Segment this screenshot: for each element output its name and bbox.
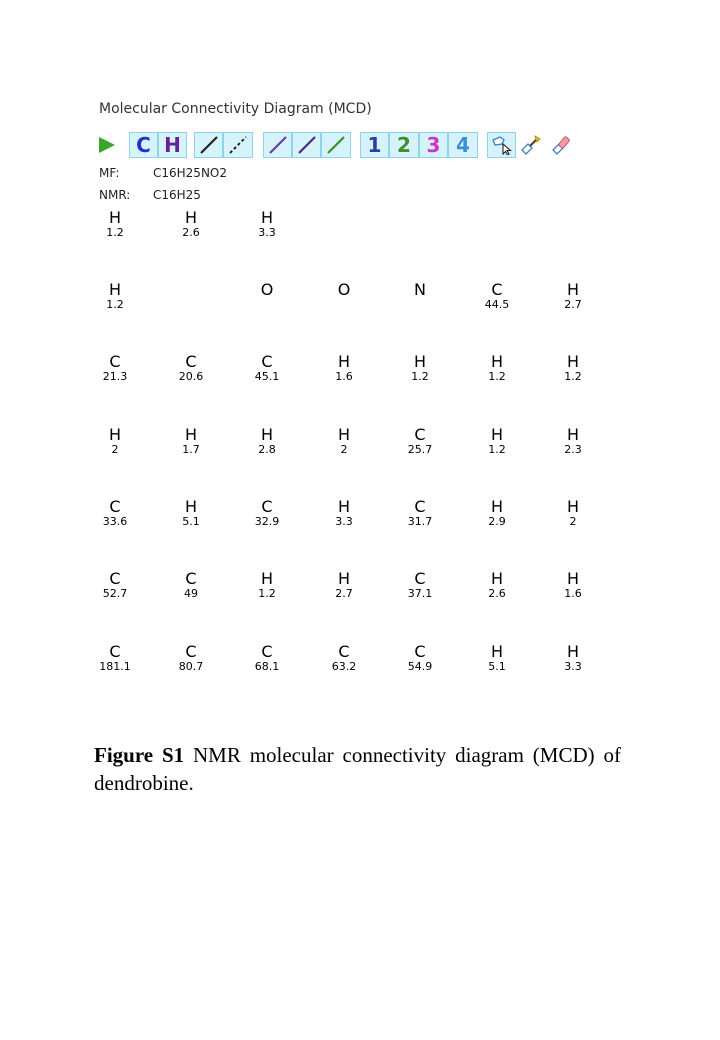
- atom-symbol: C: [109, 497, 121, 516]
- atom-symbol: H: [108, 208, 122, 227]
- line-dark-purple-icon: [297, 135, 317, 155]
- chemical-shift: 52.7: [102, 587, 128, 600]
- number-3-label: 3: [426, 133, 441, 157]
- number-4-label: 4: [456, 133, 470, 157]
- atom-symbol: H: [490, 642, 504, 661]
- atom-node[interactable]: [309, 644, 379, 672]
- chemical-shift: 1.2: [488, 443, 506, 456]
- figure-label: Figure S1: [94, 743, 185, 767]
- atom-node[interactable]: [232, 571, 302, 599]
- atom-node[interactable]: [462, 644, 532, 672]
- chemical-shift: 5.1: [488, 660, 506, 673]
- bond-type-1-button[interactable]: [263, 132, 292, 158]
- chemical-shift: 63.2: [331, 660, 357, 673]
- atom-symbol: H: [184, 208, 198, 227]
- chemical-shift: 3.3: [335, 515, 353, 528]
- atom-symbol: H: [566, 425, 580, 444]
- atom-node[interactable]: [462, 499, 532, 527]
- chemical-shift: 2.6: [182, 226, 200, 239]
- atom-node[interactable]: [232, 354, 302, 382]
- atom-node[interactable]: [80, 354, 150, 382]
- atom-node[interactable]: [385, 499, 455, 527]
- atom-symbol: H: [490, 569, 504, 588]
- wand-icon: [519, 134, 541, 156]
- atom-node[interactable]: [309, 499, 379, 527]
- hydrogen-button-label: H: [164, 133, 181, 157]
- bond-type-3-button[interactable]: [321, 132, 351, 158]
- atom-node[interactable]: [309, 354, 379, 382]
- figure-caption: [94, 741, 621, 797]
- atom-node[interactable]: [538, 282, 608, 310]
- atom-symbol: H: [490, 425, 504, 444]
- atom-symbol: H: [108, 280, 122, 299]
- atom-symbol: H: [184, 425, 198, 444]
- chemical-shift: 68.1: [254, 660, 280, 673]
- eraser-button[interactable]: [547, 132, 575, 158]
- chemical-shift: 2.3: [564, 443, 582, 456]
- atom-node[interactable]: [538, 499, 608, 527]
- chemical-shift: 2: [111, 443, 119, 456]
- atom-node[interactable]: [385, 427, 455, 455]
- chemical-shift: 2.9: [488, 515, 506, 528]
- atom-symbol: H: [108, 425, 122, 444]
- chemical-shift: [385, 299, 455, 310]
- number-2-button[interactable]: [389, 132, 419, 158]
- atom-node[interactable]: [462, 571, 532, 599]
- chemical-shift: 80.7: [178, 660, 204, 673]
- atom-symbol: C: [109, 352, 121, 371]
- chemical-shift: 3.3: [258, 226, 276, 239]
- chemical-shift: 2.7: [335, 587, 353, 600]
- solid-bond-button[interactable]: [194, 132, 223, 158]
- atom-node[interactable]: [462, 354, 532, 382]
- atom-symbol: C: [109, 569, 121, 588]
- atom-node[interactable]: [385, 354, 455, 382]
- chemical-shift: 1.2: [488, 370, 506, 383]
- atom-symbol: C: [185, 569, 197, 588]
- atom-node[interactable]: [232, 427, 302, 455]
- number-4-button[interactable]: [448, 132, 478, 158]
- atom-symbol: H: [337, 352, 351, 371]
- hydrogen-button[interactable]: [158, 132, 187, 158]
- atom-symbol: C: [414, 425, 426, 444]
- atom-symbol: H: [260, 569, 274, 588]
- atom-node[interactable]: [156, 644, 226, 672]
- chemical-shift: 45.1: [254, 370, 280, 383]
- atom-symbol: C: [185, 642, 197, 661]
- chemical-shift: 1.2: [258, 587, 276, 600]
- atom-node[interactable]: [538, 427, 608, 455]
- atom-node[interactable]: [385, 571, 455, 599]
- atom-symbol: H: [490, 497, 504, 516]
- atom-node[interactable]: [232, 210, 302, 238]
- chemical-shift: 37.1: [407, 587, 433, 600]
- chemical-shift: 2.6: [488, 587, 506, 600]
- carbon-button[interactable]: [129, 132, 158, 158]
- chemical-shift: 181.1: [99, 660, 131, 673]
- atom-node[interactable]: [80, 210, 150, 238]
- bond-type-2-button[interactable]: [292, 132, 321, 158]
- line-green-icon: [326, 135, 346, 155]
- play-button[interactable]: [96, 132, 118, 158]
- eraser-icon: [550, 134, 572, 156]
- atom-node[interactable]: [80, 427, 150, 455]
- solid-line-icon: [199, 135, 219, 155]
- chemical-shift: 20.6: [178, 370, 204, 383]
- chemical-shift: 1.6: [335, 370, 353, 383]
- chemical-shift: 49: [184, 587, 198, 600]
- atom-symbol: H: [184, 497, 198, 516]
- atom-node[interactable]: [80, 282, 150, 310]
- atom-symbol: C: [414, 569, 426, 588]
- atom-symbol: C: [414, 642, 426, 661]
- atom-node[interactable]: [156, 499, 226, 527]
- chemical-shift: 44.5: [484, 298, 510, 311]
- atom-symbol: H: [260, 425, 274, 444]
- toolbar: [96, 132, 576, 158]
- nmr-label: NMR:: [99, 188, 131, 202]
- chemical-shift: 32.9: [254, 515, 280, 528]
- atom-symbol: H: [566, 280, 580, 299]
- atom-symbol: H: [337, 569, 351, 588]
- chemical-shift: 1.7: [182, 443, 200, 456]
- chemical-shift: 54.9: [407, 660, 433, 673]
- atom-symbol: H: [337, 497, 351, 516]
- figure-caption-text: NMR molecular connectivity diagram (MCD) of dendrobine.: [94, 743, 621, 795]
- atom-node[interactable]: [156, 354, 226, 382]
- atom-symbol: C: [261, 497, 273, 516]
- chemical-shift: 5.1: [182, 515, 200, 528]
- atom-node[interactable]: [232, 499, 302, 527]
- atom-symbol: C: [261, 642, 273, 661]
- chemical-shift: 1.2: [411, 370, 429, 383]
- atom-symbol: H: [413, 352, 427, 371]
- atom-symbol: C: [109, 642, 121, 661]
- atom-node[interactable]: [538, 354, 608, 382]
- chemical-shift: 21.3: [102, 370, 128, 383]
- atom-symbol: H: [260, 208, 274, 227]
- select-pointer-icon: [491, 135, 513, 155]
- atom-node[interactable]: [232, 644, 302, 672]
- chemical-shift: 2: [340, 443, 348, 456]
- atom-node[interactable]: [309, 282, 379, 310]
- chemical-shift: 25.7: [407, 443, 433, 456]
- play-icon: [98, 136, 116, 154]
- atom-node[interactable]: [80, 571, 150, 599]
- number-1-label: 1: [367, 133, 382, 157]
- atom-node[interactable]: [232, 282, 302, 310]
- atom-symbol: C: [414, 497, 426, 516]
- mf-value: C16H25NO2: [153, 166, 227, 180]
- atom-symbol: H: [566, 569, 580, 588]
- chemical-shift: 2.7: [564, 298, 582, 311]
- atom-node[interactable]: [385, 282, 455, 310]
- atom-symbol: H: [490, 352, 504, 371]
- mf-label: MF:: [99, 166, 120, 180]
- chemical-shift: 33.6: [102, 515, 128, 528]
- chemical-shift: [309, 299, 379, 310]
- select-button[interactable]: [487, 132, 516, 158]
- atom-symbol: H: [566, 352, 580, 371]
- atom-symbol: H: [566, 497, 580, 516]
- atom-node[interactable]: [462, 282, 532, 310]
- chemical-shift: 31.7: [407, 515, 433, 528]
- nmr-value: C16H25: [153, 188, 201, 202]
- chemical-shift: 1.2: [564, 370, 582, 383]
- atom-node[interactable]: [538, 644, 608, 672]
- atom-node[interactable]: [385, 644, 455, 672]
- chemical-shift: 1.2: [106, 298, 124, 311]
- atom-symbol: C: [338, 642, 350, 661]
- line-purple-icon: [268, 135, 288, 155]
- dashed-bond-button[interactable]: [223, 132, 253, 158]
- carbon-button-label: C: [136, 133, 151, 157]
- chemical-shift: 3.3: [564, 660, 582, 673]
- atom-node[interactable]: [309, 427, 379, 455]
- atom-symbol: H: [337, 425, 351, 444]
- number-3-button[interactable]: [419, 132, 448, 158]
- dashed-line-icon: [228, 135, 248, 155]
- atom-node[interactable]: [462, 427, 532, 455]
- atom-node[interactable]: [156, 427, 226, 455]
- atom-node[interactable]: [156, 571, 226, 599]
- chemical-shift: 1.2: [106, 226, 124, 239]
- atom-symbol: C: [491, 280, 503, 299]
- mcd-panel-title: Molecular Connectivity Diagram (MCD): [99, 101, 372, 117]
- atom-node[interactable]: [156, 210, 226, 238]
- atom-symbol: O: [260, 280, 274, 299]
- wand-button[interactable]: [517, 132, 543, 158]
- atom-symbol: O: [337, 280, 351, 299]
- number-1-button[interactable]: [360, 132, 389, 158]
- atom-symbol: C: [185, 352, 197, 371]
- chemical-shift: 1.6: [564, 587, 582, 600]
- atom-node[interactable]: [309, 571, 379, 599]
- number-2-label: 2: [397, 133, 411, 157]
- chemical-shift: 2: [569, 515, 577, 528]
- atom-node[interactable]: [538, 571, 608, 599]
- atom-symbol: N: [414, 280, 426, 299]
- atom-symbol: C: [261, 352, 273, 371]
- chemical-shift: 2.8: [258, 443, 276, 456]
- atom-node[interactable]: [80, 644, 150, 672]
- chemical-shift: [232, 299, 302, 310]
- atom-node[interactable]: [80, 499, 150, 527]
- atom-symbol: H: [566, 642, 580, 661]
